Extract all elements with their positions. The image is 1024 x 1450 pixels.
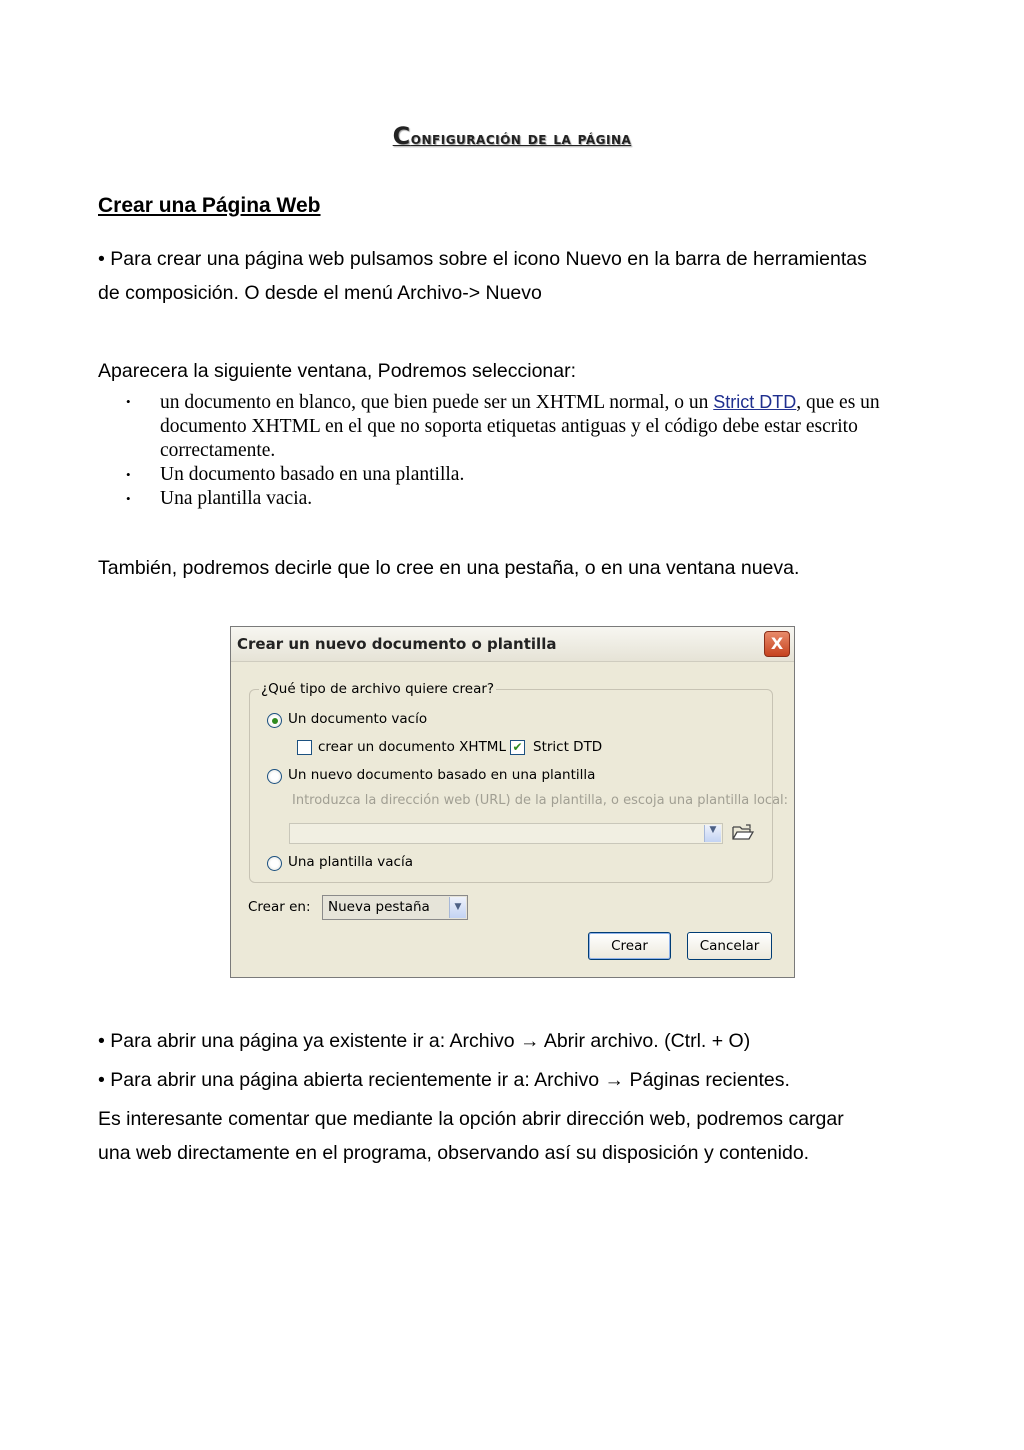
options-list [98,390,928,511]
checkbox-strict-dtd[interactable] [510,740,525,755]
radio-template-document-label: Un nuevo documento basado en una plantilla [288,767,596,783]
list-item: • Un documento basado en una plantilla. [126,464,465,485]
create-in-value: Nueva pestaña [328,899,430,915]
page-title: Configuración de la página [392,122,632,150]
create-in-select[interactable] [322,895,468,920]
paragraph-open-existing: • Para abrir una página ya existente ir a: Archivo → Abrir archivo. (Ctrl. + O) [98,1030,751,1052]
dialog-titlebar[interactable] [231,627,794,662]
radio-empty-document-label: Un documento vacío [288,711,428,727]
checkbox-xhtml-label: crear un documento XHTML [318,739,506,755]
template-url-hint: Introduzca la dirección web (URL) de la plantilla, o escoja una plantilla local: [292,793,789,808]
radio-template-document[interactable] [267,769,282,784]
new-document-dialog [230,626,795,978]
list-item: • Una plantilla vacia. [126,488,313,509]
dialog-title: Crear un nuevo documento o plantilla [237,635,557,653]
checkbox-xhtml[interactable] [297,740,312,755]
create-in-label: Crear en: [248,899,311,915]
close-button[interactable] [764,631,790,657]
section-heading: Crear una Página Web [98,194,321,217]
create-button[interactable]: Crear [588,932,671,960]
bullet: • [126,394,131,409]
paragraph-open-recent: • Para abrir una página abierta recientemente ir a: Archivo → Páginas recientes. [98,1069,790,1091]
bullet: • [126,491,131,506]
template-url-select[interactable] [289,823,723,844]
checkmark-icon: ✔ [512,740,523,754]
close-icon: X [770,634,784,653]
paragraph-tab-or-window: También, podremos decirle que lo cree en una pestaña, o en una ventana nueva. [98,557,800,579]
group-label: ¿Qué tipo de archivo quiere crear? [261,681,495,697]
paragraph-create-page [98,242,938,310]
paragraph-open-web [98,1102,938,1170]
list-item: • un documento en blanco, que bien puede ser un XHTML normal, o un Strict DTD, que es un documento XHTML en el que no soporta etiquetas antiguas y el código debe estar escrito correctamente. [126,392,880,461]
cancel-button[interactable]: Cancelar [687,932,772,960]
paragraph-line: Es interesante comentar que mediante la opción abrir dirección web, podremos cargar [98,1108,844,1130]
paragraph-window-intro: Aparecera la siguiente ventana, Podremos seleccionar: [98,360,577,382]
strict-dtd-link[interactable]: Strict DTD [713,392,797,412]
paragraph-line: una web directamente en el programa, observando así su disposición y contenido. [98,1142,810,1164]
checkbox-strict-dtd-label: Strict DTD [533,739,603,755]
radio-blank-template[interactable] [267,856,282,871]
paragraph-line: • Para crear una página web pulsamos sobre el icono Nuevo en la barra de herramientas [98,248,867,270]
chevron-down-icon: ▼ [704,825,721,842]
chevron-down-icon: ▼ [449,897,466,918]
paragraph-line: de composición. O desde el menú Archivo-> Nuevo [98,282,542,304]
folder-open-icon[interactable] [732,823,754,841]
radio-empty-document[interactable] [267,713,282,728]
bullet: • [126,467,131,482]
radio-blank-template-label: Una plantilla vacía [288,854,413,870]
